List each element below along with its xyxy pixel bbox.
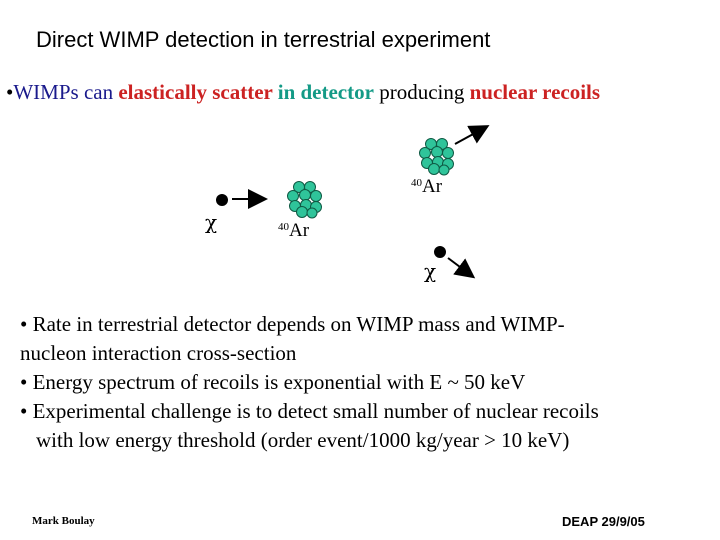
footer-author: Mark Boulay [32,515,95,527]
wimp-scattered-dot [434,246,446,258]
bullet-challenge-cont: with low energy threshold (order event/1000 kg/year > 10 keV) [36,428,570,452]
target-nucleus-icon [288,182,322,219]
wimp-incoming-dot [216,194,228,206]
intro-part-wimps: WIMPs can [13,80,119,104]
bullet-marker: • [6,80,14,104]
recoil-nucleus-label: $^{40}$Ar [411,176,443,197]
intro-part-recoils: nuclear recoils [469,80,601,104]
wimp-incoming-label: χ [205,210,218,234]
bullet-spectrum: • Energy spectrum of recoils is exponential with E ~ 50 keV [20,370,526,394]
intro-part-elastic: elastically scatter [118,80,273,104]
recoil-nucleus-arrow [455,127,486,144]
bullet-challenge: • Experimental challenge is to detect small number of nuclear recoils [20,399,599,423]
wimp-scattered-label: χ [424,259,437,283]
bullet-rate-cont: nucleon interaction cross-section [20,341,297,365]
bullet-list [20,310,710,455]
intro-part-detector: in detector [272,80,374,104]
slide-title: Direct WIMP detection in terrestrial experiment [36,27,491,52]
bullet-rate: • Rate in terrestrial detector depends on WIMP mass and WIMP- [20,312,565,336]
intro-part-producing: producing [373,80,470,104]
wimp-scattered-arrow [448,258,472,276]
target-nucleus-label: $^{40}$Ar [278,220,310,241]
footer-event: DEAP 29/9/05 [562,514,645,529]
recoil-nucleus-icon [420,139,454,176]
